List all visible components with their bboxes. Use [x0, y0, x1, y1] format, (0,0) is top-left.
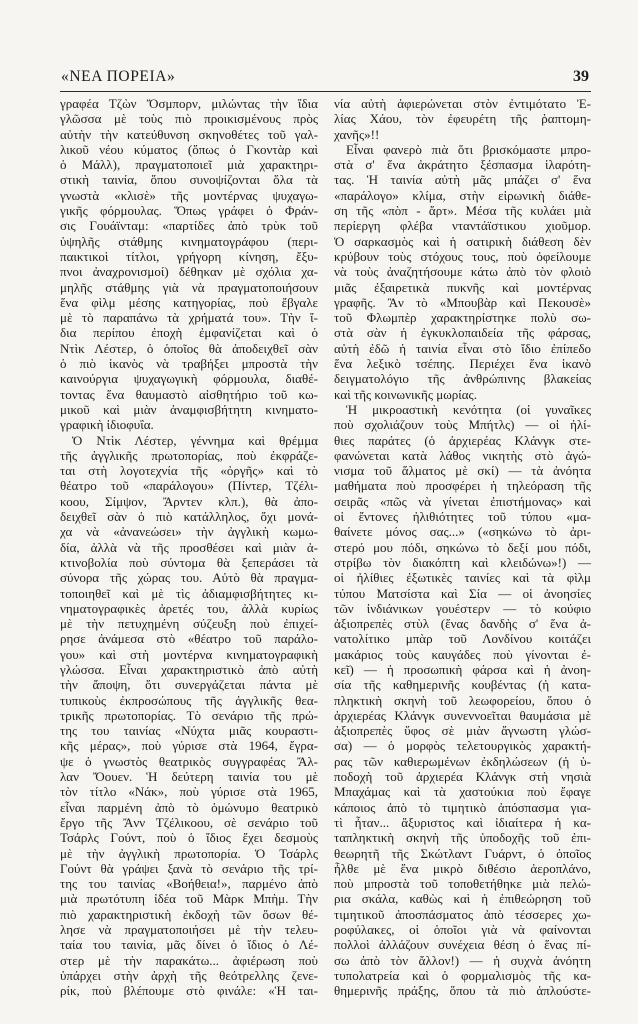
- text-line: ταπληκτικὴ σκηνὴ τῆς ὑποδοχῆς τοῦ ἐπι-: [334, 830, 591, 846]
- text-line: ται στὴ λογοτεχνία τῆς «ὀργῆς» καὶ τὸ: [60, 463, 318, 479]
- page-number: 39: [573, 68, 589, 85]
- text-line: τύπου Ματσίστα καὶ Σία — οἱ ἀνοησίες: [334, 585, 591, 601]
- text-line: Ντὶκ Λέστερ, ὁ ὁποῖος θὰ ἀποδειχθεῖ σὰν: [60, 340, 318, 356]
- text-line: μιὰ πρωτότυπη ἰδέα τοῦ Μὰρκ Μπὴμ. Τὴν: [60, 891, 318, 907]
- text-line: δια περίπου ἐποχὴ ἐμφανίζεται καὶ ὁ: [60, 325, 318, 341]
- text-line: γνωστὰ «κλισὲ» τῆς μοντέρνας ψυχαγω-: [60, 187, 318, 203]
- text-line: γου» καὶ στὴ μοντέρνα κινηματογραφικὴ: [60, 646, 318, 662]
- text-line: της του ταινίας «Βοήθεια!», παρμένο ἀπὸ: [60, 876, 318, 892]
- text-line: στικὴ ταινία, ὅπου συνοψίζονται ὅλα τὰ: [60, 172, 318, 188]
- text-line: ποὺ σχολιάζουν τοὺς Μπήτλς) — οἱ ἠλί-: [334, 417, 591, 433]
- text-line: χα νὰ «ἀνανεώσει» τὴν ἀγγλικὴ κωμω-: [60, 524, 318, 540]
- text-line: ψε ὁ γνωστὸς θεατρικὸς συγγραφέας Ἄλ-: [60, 753, 318, 769]
- text-line: ὁ πιὸ ἱκανὸς νὰ τραβήξει μπροστὰ τὴν: [60, 356, 318, 372]
- text-line: ἀξιοπρεπὲς στὺλ (ἕνας δανδὴς σ' ἕνα ἀ-: [334, 616, 591, 632]
- text-line: ὑπάρχει στὴν ἀρχὴ τῆς θεότρελλης ζενε-: [60, 967, 318, 983]
- text-line: σω ἀπὸ τὸν ἄλλον!) — ἡ συχνὰ ἀνόητη: [334, 952, 591, 968]
- running-head: [61, 66, 591, 88]
- text-line: ἀρχιερέας Κλάνγκ συνεννοεῖται θαυμάσια μὲ: [334, 707, 591, 723]
- text-line: σα) — ὁ μορφὸς τελετουργικὸς χαρακτή-: [334, 738, 591, 754]
- text-line: δειχθεῖ σὰν ὁ πιὸ κατάλληλος, ὄχι μονά-: [60, 509, 318, 525]
- text-line: στὰ σὰν ἡ ἐγκυκλοπαιδεία τῆς φάρσας,: [334, 325, 591, 341]
- text-line: κρύβουν τοὺς στόχους τους, ποὺ ὀφείλουμε: [334, 248, 591, 264]
- paragraph: [60, 433, 318, 999]
- text-line: τας. Ἡ ταινία αὐτὴ μᾶς μπάζει σ' ἕνα: [334, 172, 591, 188]
- text-line: τοῦ Φλωμπὲρ χαρακτηρίστηκε πολὺ σω-: [334, 310, 591, 326]
- text-line: τὶ ἦταν... ἄξυριστος καὶ ἰδιαίτερα ἡ κα-: [334, 814, 591, 830]
- text-line: τυπολατρεία καὶ ὁ φορμαλισμὸς τῆς κα-: [334, 967, 591, 983]
- text-line: στερό μου πόδι, σηκώνω τὸ δεξί μου πόδι,: [334, 539, 591, 555]
- text-line: τιμητικοῦ ἀποσπάσματος ἀπὸ τέσσερες χω-: [334, 906, 591, 922]
- text-line: σις Γουάϊνταμ: «παρτίδες ἀπὸ τρὺκ τοῦ: [60, 218, 318, 234]
- text-line: μικοῦ καὶ μιὰν ἀναμφισβήτητη κινηματο-: [60, 401, 318, 417]
- text-line: αὐτὴν τὴν κατεύθυνση σκηνοθέτες τοῦ γαλ-: [60, 126, 318, 142]
- text-line: Γούντ θὰ γράψει ξανὰ τὸ σενάριο τῆς τρί-: [60, 860, 318, 876]
- text-line: στερ μὲ τὴν παρακάτω... ἀφιέρωση ποὺ: [60, 952, 318, 968]
- text-line: λικοῦ νέου κύματος (ὅπως ὁ Γκοντὰρ καὶ: [60, 141, 318, 157]
- text-line: νία αὐτὴ ἀφιερώνεται στὸν ἐντιμότατο Ἐ-: [334, 96, 591, 111]
- text-line: οἱ ἠλίθιες ἐξωτικὲς ταινίες καὶ τὰ φὶλμ: [334, 570, 591, 586]
- text-line: γραφῆς. Ἂν τὸ «Μπουβὰρ καὶ Πεκουσὲ»: [334, 294, 591, 310]
- text-line: γραφέα Τζὼν Ὄσμπορν, μιλώντας τὴν ἴδια: [60, 96, 318, 111]
- text-line: μὲ τὴν πετυχημένη σύζευξη ποὺ ἐπιχεί-: [60, 616, 318, 632]
- text-line: χανῆς»!!: [334, 126, 380, 142]
- text-line: σία τῆς καθημερινῆς κουβέντας (ἡ κατα-: [334, 677, 591, 693]
- paragraph: [60, 96, 318, 433]
- text-line: τοντας ἕνα θαυμαστὸ αἰσθητήριο τοῦ κω-: [60, 386, 318, 402]
- text-line: ποὺ μπροστὰ τοῦ τοποθετήθηκε μιὰ πελώ-: [334, 876, 591, 892]
- text-line: θέατρο τοῦ «παράλογου» (Πίντερ, Τζέλι-: [60, 478, 318, 494]
- text-line: μὲ τὸ παραπάνω τὰ χρήματά του». Τὴν ἴ-: [60, 310, 318, 326]
- text-line: νατολίτικο μπὰρ τοῦ Λονδίνου κοιτάζει: [334, 631, 591, 647]
- text-line: σειρᾶς «πῶς νὰ γίνεται ἐπιστήμονας» καὶ: [334, 493, 591, 509]
- text-line: νὰ τοὺς ἀναζητήσουμε κάτω ἀπὸ τὸν φλοιὸ: [334, 264, 591, 280]
- text-line: Τσάρλς Γούντ, ποὺ ὁ ἴδιος ἔχει δεσμοὺς: [60, 830, 318, 846]
- text-line: κτινοβολία ποὺ σύντομα θὰ ξεπεράσει τὰ: [60, 554, 318, 570]
- text-line: μὲ τὴν ἀγγλικὴ πρωτοπορία. Ὁ Τσάρλς: [60, 845, 318, 861]
- text-line: γικῆς φόρμουλας. Ὅπως γράφει ὁ Φράν-: [60, 203, 318, 219]
- text-line: Ἡ μικροαστικὴ κενότητα (οἱ γυναῖκες: [346, 401, 591, 417]
- text-line: ἕνα φὶλμ μέσης κατηγορίας, ποὺ ἔβγαλε: [60, 294, 318, 310]
- text-line: τὸν τίτλο «Νάκ», ποὺ γύρισε στὰ 1965,: [60, 784, 318, 800]
- text-line: κεῖ) — ἡ προσωπικὴ φάρσα καὶ ἡ ἀνοη-: [334, 661, 591, 677]
- text-line: Ὁ Ντὶκ Λέστερ, γέννημα καὶ θρέμμα: [72, 432, 318, 448]
- text-line: γραφικὴ ἰδιοφυΐα.: [60, 417, 154, 433]
- text-line: της του ταινίας «Νύχτα μιᾶς κουραστι-: [60, 723, 318, 739]
- text-line: κάποιος ἀπὸ τὸ τιμητικὸ ἀπόσπασμα για-: [334, 799, 591, 815]
- text-line: θημερινῆς πράξης, ὅπου τὰ πιὸ ἁπλούστε-: [334, 983, 591, 999]
- text-line: πνοι ἀναχρονισμοί) δέθηκαν μὲ σχόλια χα-: [60, 264, 318, 280]
- text-line: Εἶναι φανερὸ πιὰ ὅτι βρισκόμαστε μπρο-: [346, 141, 591, 157]
- text-line: γλῶσσα μὲ τοὺς πιὸ προικισμένους πρὸς: [60, 111, 318, 127]
- header-rule: [60, 91, 591, 92]
- text-line: κοου, Σίμψον, Ἄρντεν κλπ.), θὰ ἀπο-: [60, 493, 318, 509]
- text-line: Μπαχάμας καὶ τὰ χαστούκια ποὺ ἔφαγε: [334, 784, 591, 800]
- text-line: γλώσσα. Εἶναι χαρακτηριστικὸ ἀπὸ αὐτὴ: [60, 661, 318, 677]
- text-line: δειγματολόγιο τῆς ἀνθρώπινης βλακείας: [334, 371, 591, 387]
- text-line: μαθήματα ποὺ προσφέρει ἡ τηλεόραση τῆς: [334, 478, 591, 494]
- text-line: ροφύλακες, οἱ ὁποῖοι γιὰ νὰ φαίνονται: [334, 922, 591, 938]
- text-line: λησε νὰ πραγματοποιήσει μὲ τὴν τελευ-: [60, 922, 318, 938]
- text-line: παικτικοὶ τίτλοι, γρήγορη κίνηση, ἔξυ-: [60, 248, 318, 264]
- text-line: νηματογραφικὲς ἀρετές του, ἀλλὰ κυρίως: [60, 600, 318, 616]
- text-line: οἱ ἔντονες ἠλιθιότητες τοῦ τύπου «μα-: [334, 509, 591, 525]
- text-line: ἕνα λεξικὸ τσέπης. Περιέχει ἕνα ἱκανὸ: [334, 356, 591, 372]
- text-line: μιᾶς ἐξαιρετικὰ πυκνῆς καὶ μοντέρνας: [334, 279, 591, 295]
- text-line: μακάριος τοὺς καυγάδες ποὺ γίνονται ἐ-: [334, 646, 591, 662]
- text-line: ἔργο τῆς Ἄνν Τζέλικοου, σὲ σενάριο τοῦ: [60, 814, 318, 830]
- text-line: καινούργια ψυχαγωγικὴ φόρμουλα, διαθέ-: [60, 371, 318, 387]
- text-line: στρίβω τὸν διακόπτη καὶ κλειδώνω»!) —: [334, 554, 591, 570]
- text-line: φανώνεται κατὰ λάθος νικητὴς στὸ ἀγώ-: [334, 447, 591, 463]
- text-line: κῆς μέρας», ποὺ γύρισε στὰ 1964, ἔγρα-: [60, 738, 318, 754]
- text-line: πολλοὶ ἀλλάζουν συνέχεια θέση ὁ ἕνας πί-: [334, 937, 591, 953]
- text-line: νισμα τοῦ ἅλματος μὲ σκί) — τὰ ἀνόητα: [334, 463, 591, 479]
- text-line: ρίκ, ποὺ βλέπουμε στὸ φινάλε: «Ἡ ται-: [60, 983, 318, 999]
- text-line: ἦλθε μὲ ἕνα μικρὸ διθέσιο ἀεροπλάνο,: [334, 860, 591, 876]
- text-line: ταία του ταινία, μᾶς δίνει ὁ ἴδιος ὁ Λέ-: [60, 937, 318, 953]
- text-line: μηλῆς στάθμης γιὰ νὰ πραγματοποιήσουν: [60, 279, 318, 295]
- text-line: λίας Χάου, τὸν ἐφευρέτη τῆς ῥαπτομη-: [334, 111, 591, 127]
- text-line: αὐτὴ ἐδῶ ἡ ταινία εἶναι στὸ ἴδιο ἐπίπεδο: [334, 340, 591, 356]
- text-line: πιὸ χαρακτηριστικὴ ἐκδοχὴ τῶν ὅσων θέ-: [60, 906, 318, 922]
- text-line: ρας τῶν καθιερωμένων ἐκδηλώσεων (ἡ ὑ-: [334, 753, 591, 769]
- left-column: [60, 96, 318, 999]
- text-line: λαν Ὄουεν. Ἡ δεύτερη ταινία του μὲ: [60, 769, 318, 785]
- text-line: τοποιηθεῖ καὶ μὲ τὶς ἀδιαμφισβήτητες κι-: [60, 585, 318, 601]
- text-line: καὶ τῆς κοινωνικῆς μωρίας.: [334, 386, 477, 402]
- text-line: στὰ σ' ἕνα ἀκράτητο ξέσπασμα ἱλαρότη-: [334, 157, 591, 173]
- text-line: περίεργη φλέβα νταντάϊστικου χιοῦμορ.: [334, 218, 591, 234]
- text-line: τυπικοὺς ἐκπροσώπους τῆς ἀγγλικῆς θεα-: [60, 692, 318, 708]
- paragraph: [334, 96, 591, 142]
- text-line: ση τῆς «πὸπ - ἄρτ». Μέσα τῆς κυλάει μιὰ: [334, 203, 591, 219]
- text-line: τῆς ἀγγλικῆς πρωτοπορίας, ποὺ ἐκφράζε-: [60, 447, 318, 463]
- paragraph: [334, 142, 591, 402]
- text-line: ρια σκάλα, καθὼς καὶ ἡ ἐπιθεώρηση τοῦ: [334, 891, 591, 907]
- text-line: τρικῆς πρωτοπορίας. Τὸ σενάριο τῆς πρώ-: [60, 707, 318, 723]
- text-line: θεωρητῆ τῆς Σκώτλαντ Γυάρντ, ὁ ὁποῖος: [334, 845, 591, 861]
- magazine-title: «ΝΕΑ ΠΟΡΕΙΑ»: [61, 68, 176, 85]
- text-line: θιες παράτες (ὁ ἀρχιερέας Κλάνγκ στε-: [334, 432, 591, 448]
- text-line: τῶν ἰνδιάνικων γουέστερν — τὸ κούφιο: [334, 600, 591, 616]
- text-line: πληκτικὴ σκηνὴ τοῦ λεωφορείου, ὅπου ὁ: [334, 692, 591, 708]
- text-line: δία, ἀλλὰ νὰ τῆς προσθέσει καὶ μιὰν ἀ-: [60, 539, 318, 555]
- text-line: ρησε ἀνάμεσα στὸ «θέατρο τοῦ παράλο-: [60, 631, 318, 647]
- text-line: τὴν ἄποψη, ὅτι συνεργάζεται πάντα μὲ: [60, 677, 318, 693]
- text-line: θαίνετε μόνος σας...» («σηκώνω τὸ ἀρι-: [334, 524, 591, 540]
- text-line: εἶναι παρμένη ἀπὸ τὸ ὁμώνυμο θεατρικὸ: [60, 799, 318, 815]
- text-line: σύνορα τῆς χώρας του. Αὐτὸ θὰ πραγμα-: [60, 570, 318, 586]
- text-line: Ὁ σαρκασμὸς καὶ ἡ σατιρικὴ διάθεση δὲν: [334, 233, 591, 249]
- right-column: [334, 96, 591, 999]
- text-line: ὁ Μάλλ), πραγματοποιεῖ μιὰ χαρακτηρι-: [60, 157, 318, 173]
- text-line: ποδοχὴ τοῦ ἀρχιερέα Κλάνγκ στὴ νησιὰ: [334, 769, 591, 785]
- paragraph: [334, 402, 591, 999]
- text-line: ἀξιοπρεπὲς ὕφος σὲ μιὰν ἄγνωστη γλώσ-: [334, 723, 591, 739]
- text-line: ὑψηλῆς στάθμης κινηματογράφου (περι-: [60, 233, 318, 249]
- text-line: «παράλογο» κλίμα, στὴν εἰρωνικὴ διάθε-: [334, 187, 591, 203]
